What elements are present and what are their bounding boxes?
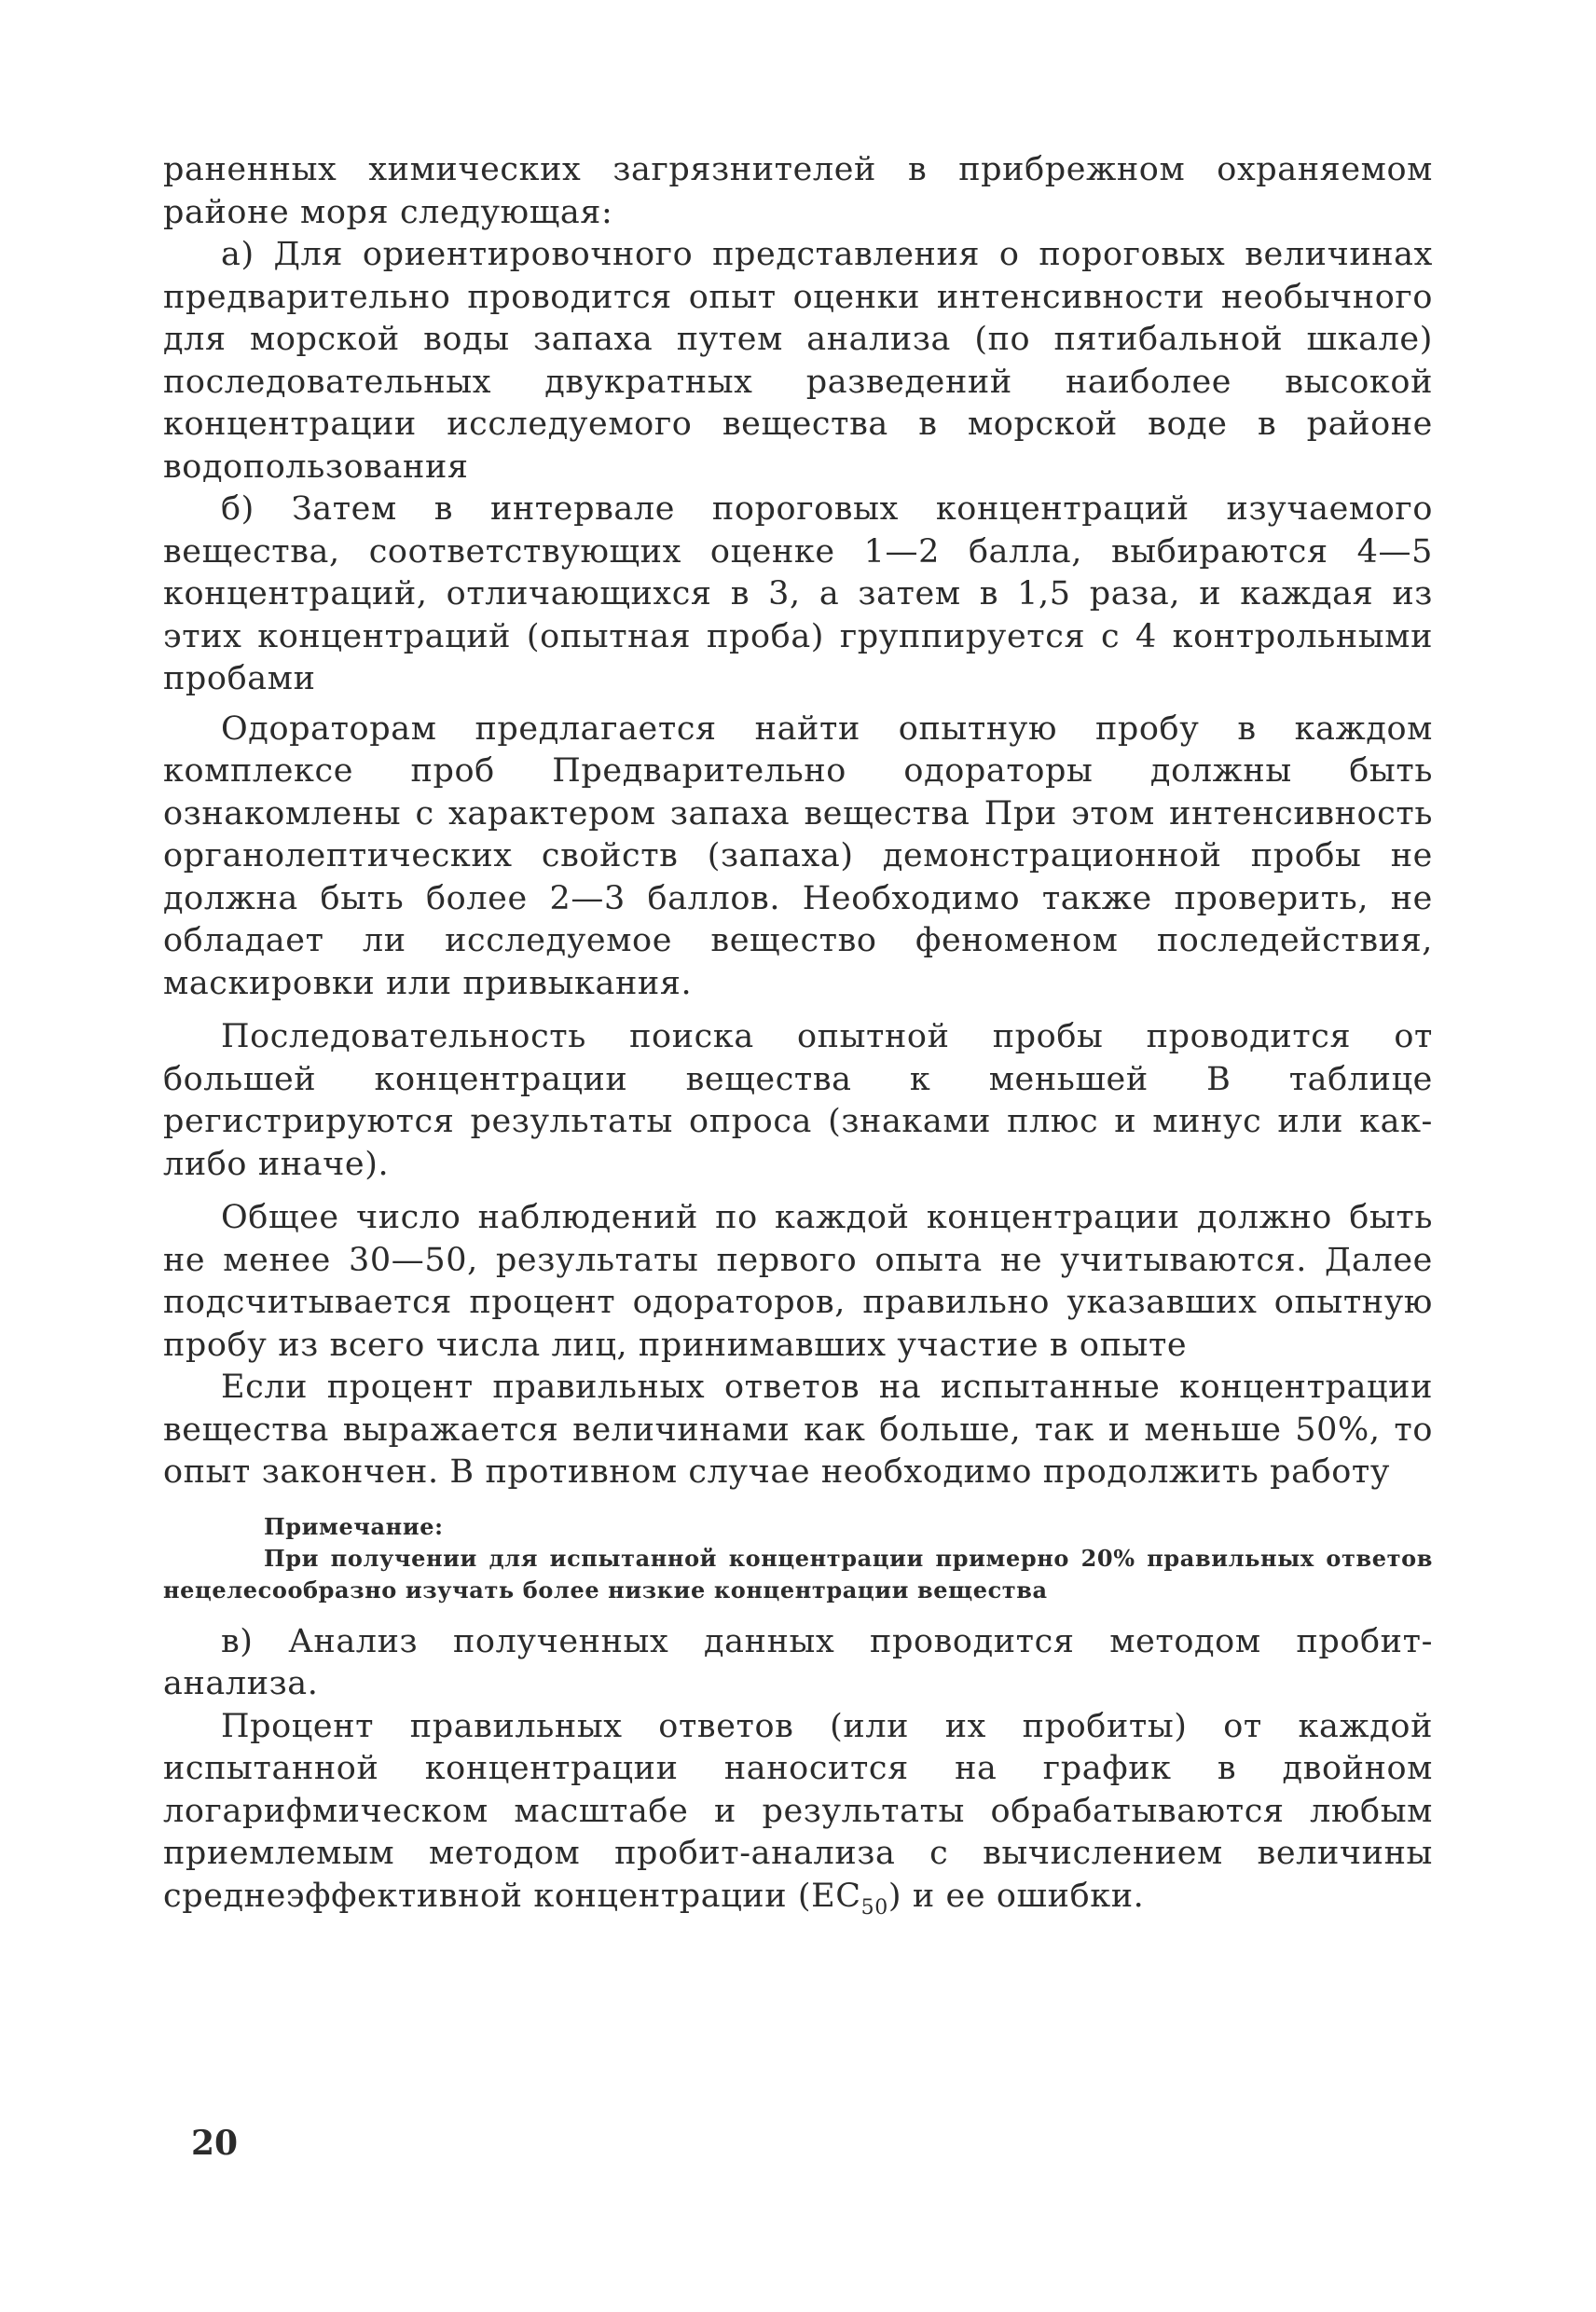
paragraph-a: а) Для ориентировочного представления о пороговых величинах предварительно проводится опыт оценки интенсивности необычного для морской воды запаха путем анализа (по пятибальной шкале) последовательных двукратных разведений наиболее высокой концентрации исследуемого вещества в морской воде в районе водопользования	[163, 236, 1433, 486]
paragraph-probit	[163, 1706, 1433, 1919]
paragraph-sequence: Последовательность поиска опытной пробы проводится от большей концентрации вещества к меньшей В таблице регистрируются результаты опроса (знаками плюс и минус или как-либо иначе).	[163, 1018, 1433, 1183]
paragraph-b: б) Затем в интервале пороговых концентраций изучаемого вещества, соответствующих оценке 1—2 балла, выбираются 4—5 концентраций, отличающихся в 3, а затем в 1,5 раза, и каждая из этих концентраций (опытная проба) группируется с 4 контрольными пробами	[163, 490, 1433, 697]
paragraph-observations: Общее число наблюдений по каждой концентрации должно быть не менее 30—50, результаты первого опыта не учитываются. Далее подсчитывается процент одораторов, правильно указавших опытную пробу из всего числа лиц, принимавших участие в опыте	[163, 1199, 1433, 1364]
paragraph-odorators: Одораторам предлагается найти опытную пробу в каждом комплексе проб Предварительно одораторы должны быть ознакомлены с характером запаха вещества При этом интенсивность органолептических свойств (запаха) демонстрационной пробы не должна быть более 2—3 баллов. Необходимо также проверить, не обладает ли исследуемое вещество феноменом последействия, маскировки или привыкания.	[163, 709, 1433, 1002]
probit-tail: ) и ее ошибки.	[887, 1877, 1145, 1915]
note-text: При получении для испытанной концентрации примерно 20% правильных ответов нецелесообразно изучать более низкие концентрации вещества	[163, 1544, 1433, 1603]
paragraph-percent: Если процент правильных ответов на испытанные концентрации вещества выражается величинами как больше, так и меньше 50%, то опыт закончен. В противном случае необходимо продолжить работу	[163, 1369, 1433, 1491]
probit-text: Процент правильных ответов (или их пробиты) от каждой испытанной концентрации наносится на график в двойном логарифмическом масштабе и результаты обрабатываются любым приемлемым методом пробит-анализа с вычислением величины среднеэффективной концентрации (EC	[163, 1707, 1433, 1915]
ec-subscript: 50	[860, 1895, 888, 1920]
page-number: 20	[191, 2124, 239, 2163]
paragraph-v: в) Анализ полученных данных проводится методом пробит-анализа.	[163, 1622, 1433, 1702]
page-body	[163, 149, 1433, 1918]
paragraph-1: раненных химических загрязнителей в прибрежном охраняемом районе моря следующая:	[163, 151, 1433, 231]
note-title: Примечание:	[264, 1512, 444, 1540]
